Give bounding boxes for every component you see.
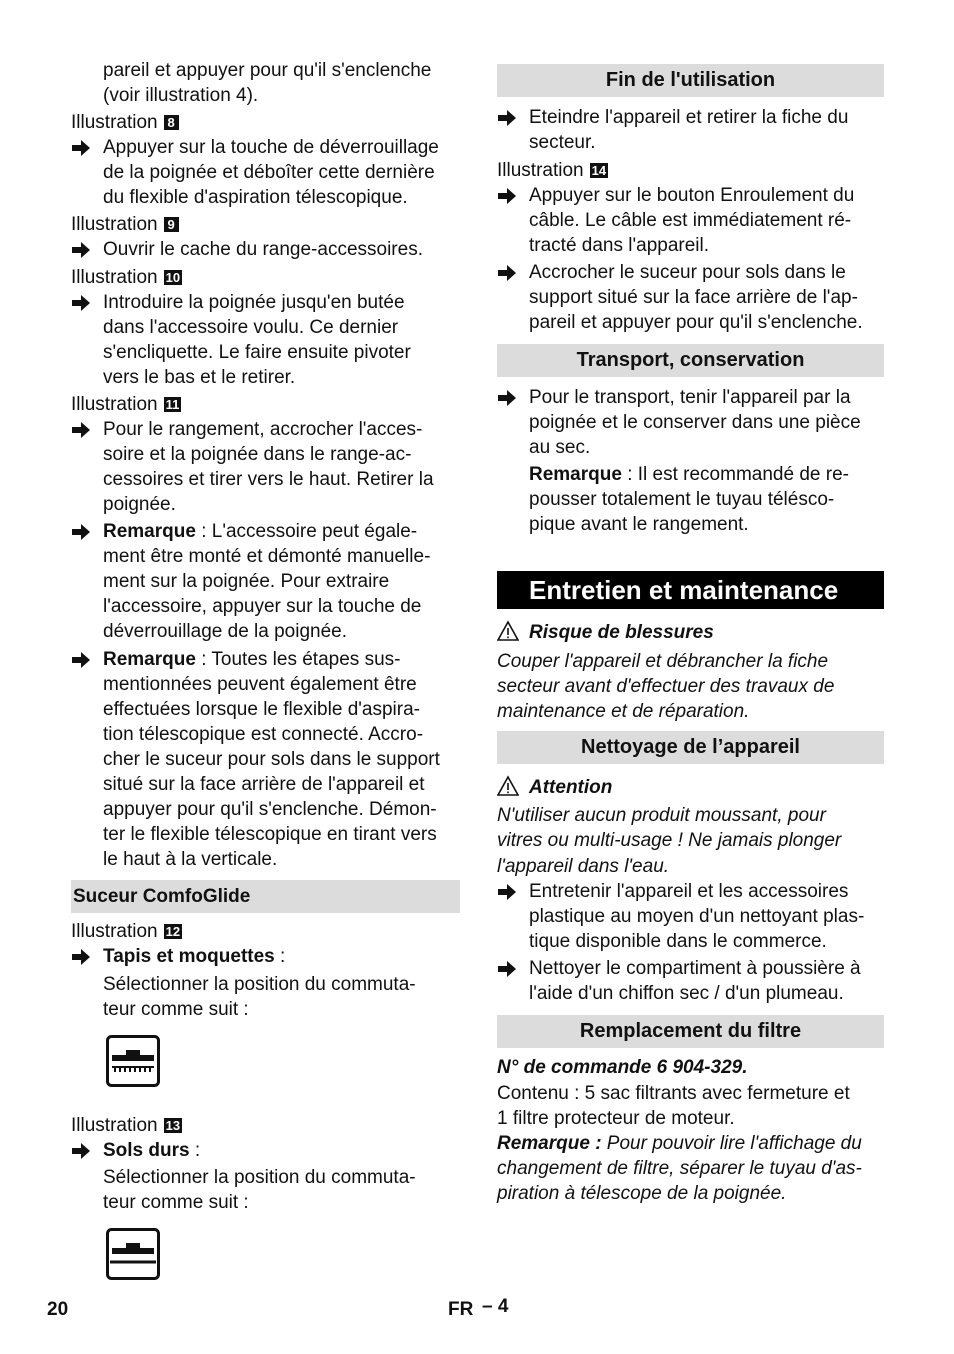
- text-line: maintenance et de réparation.: [497, 701, 750, 722]
- text-line: Appuyer sur le bouton Enroulement du: [529, 185, 855, 206]
- text-line: Sélectionner la position du commuta-: [103, 1167, 416, 1188]
- text-line: mentionnées peuvent également être: [103, 674, 417, 695]
- text-line: tique disponible dans le commerce.: [529, 931, 827, 952]
- text-line: Remarque : Toutes les étapes sus-: [103, 649, 401, 670]
- text-line: 1 filtre protecteur de moteur.: [497, 1108, 735, 1129]
- text-line: poignée.: [103, 494, 176, 515]
- arrow-icon: [71, 519, 91, 544]
- illustration-ref-11: Illustration 11: [71, 394, 180, 415]
- hard-floor-mode-icon: [106, 1228, 160, 1286]
- order-number: N° de commande 6 904-329.: [497, 1057, 748, 1078]
- illustration-number: 9: [164, 217, 179, 232]
- text-line: N'utiliser aucun produit moussant, pour: [497, 805, 826, 826]
- illustration-ref-10: Illustration 10: [71, 267, 181, 288]
- text-line: pousser totalement le tuyau télésco-: [529, 489, 835, 510]
- text-line: situé sur la face arrière de l'appareil et: [103, 774, 425, 795]
- text-line: vitres ou multi-usage ! Ne jamais plonger: [497, 830, 842, 851]
- text-line: (voir illustration 4).: [103, 85, 259, 106]
- text-line: Introduire la poignée jusqu'en butée: [103, 292, 405, 313]
- section-heading-suceur: Suceur ComfoGlide: [71, 880, 460, 913]
- warning-triangle-icon: [497, 775, 519, 797]
- arrow-icon: [497, 105, 517, 130]
- chapter-title: Entretien et maintenance: [497, 571, 884, 609]
- text-line: s'encliquette. Le faire ensuite pivoter: [103, 342, 411, 363]
- text-line: piration à télescope de la poignée.: [497, 1183, 787, 1204]
- text-line: appuyer pour qu'il s'enclenche. Démon-: [103, 799, 437, 820]
- text-line: Tapis et moquettes :: [103, 946, 286, 967]
- arrow-icon: [71, 237, 91, 262]
- text-line: de la poignée et déboîter cette dernière: [103, 162, 435, 183]
- text-line: ment sur la poignée. Pour extraire: [103, 571, 390, 592]
- arrow-icon: [497, 879, 517, 904]
- illustration-ref-9: Illustration 9: [71, 212, 179, 237]
- carpet-mode-icon: [106, 1035, 160, 1093]
- text-line: le haut à la verticale.: [103, 849, 278, 870]
- arrow-icon: [71, 290, 91, 315]
- arrow-icon: [71, 417, 91, 442]
- section-heading-filtre: Remplacement du filtre: [497, 1015, 884, 1048]
- text-line: l'aide d'un chiffon sec / d'un plumeau.: [529, 983, 844, 1004]
- text-line: Remarque : Pour pouvoir lire l'affichage du: [497, 1133, 862, 1154]
- text-line: cessoires et tirer vers le haut. Retirer la: [103, 469, 434, 490]
- illustration-number: 8: [164, 115, 179, 130]
- text-line: Entretenir l'appareil et les accessoires: [529, 881, 849, 902]
- text-line: Remarque : L'accessoire peut égale-: [103, 521, 418, 542]
- arrow-icon: [71, 944, 91, 969]
- illustration-number: 10: [165, 270, 181, 285]
- text-line: Accrocher le suceur pour sols dans le: [529, 262, 846, 283]
- text-line: Sols durs :: [103, 1140, 201, 1161]
- text-line: l'accessoire, appuyer sur la touche de: [103, 596, 422, 617]
- arrow-icon: [71, 1138, 91, 1163]
- section-heading-nettoyage: Nettoyage de l’appareil: [497, 731, 884, 764]
- text-line: Eteindre l'appareil et retirer la fiche du: [529, 107, 849, 128]
- warning-title: Attention: [529, 777, 613, 798]
- arrow-icon: [71, 647, 91, 672]
- text-line: pique avant le rangement.: [529, 514, 749, 535]
- text-line: changement de filtre, séparer le tuyau d'as-: [497, 1158, 862, 1179]
- warning-triangle-icon: [497, 620, 519, 642]
- text-line: Ouvrir le cache du range-accessoires.: [103, 239, 423, 260]
- arrow-icon: [497, 385, 517, 410]
- text-line: ment être monté et démonté manuelle-: [103, 546, 431, 567]
- text-line: secteur avant d'effectuer des travaux de: [497, 676, 835, 697]
- illustration-ref-13: Illustration 13: [71, 1115, 181, 1136]
- text-line: effectuées lorsque le flexible d'aspira-: [103, 699, 420, 720]
- section-heading-transport: Transport, conservation: [497, 344, 884, 377]
- text-line: tracté dans l'appareil.: [529, 235, 710, 256]
- illustration-number: 11: [165, 397, 180, 412]
- text-line: dans l'accessoire voulu. Ce dernier: [103, 317, 399, 338]
- illustration-number: 14: [591, 163, 607, 178]
- text-line: tion télescopique est connecté. Accro-: [103, 724, 424, 745]
- illustration-ref-8: Illustration 8: [71, 110, 179, 135]
- illustration-ref-12: Illustration 12: [71, 921, 181, 942]
- text-line: Appuyer sur la touche de déverrouillage: [103, 137, 439, 158]
- arrow-icon: [71, 135, 91, 160]
- text-line: Nettoyer le compartiment à poussière à: [529, 958, 861, 979]
- text-line: Contenu : 5 sac filtrants avec fermeture et: [497, 1083, 850, 1104]
- text-line: cher le suceur pour sols dans le support: [103, 749, 440, 770]
- text-line: au sec.: [529, 437, 591, 458]
- text-line: secteur.: [529, 132, 596, 153]
- text-line: l'appareil dans l'eau.: [497, 856, 670, 877]
- arrow-icon: [497, 260, 517, 285]
- section-heading-fin: Fin de l'utilisation: [497, 64, 884, 97]
- text-line: Sélectionner la position du commuta-: [103, 974, 416, 995]
- text-line: teur comme suit :: [103, 999, 249, 1020]
- text-line: Pour le rangement, accrocher l'acces-: [103, 419, 423, 440]
- text-line: Remarque : Il est recommandé de re-: [529, 464, 849, 485]
- text-line: du flexible d'aspiration télescopique.: [103, 187, 408, 208]
- page-number: 20: [47, 1299, 69, 1320]
- arrow-icon: [497, 956, 517, 981]
- illustration-number: 13: [165, 1118, 181, 1133]
- text-line: câble. Le câble est immédiatement ré-: [529, 210, 852, 231]
- text-line: soire et la poignée dans le range-ac-: [103, 444, 412, 465]
- text-line: pareil et appuyer pour qu'il s'enclenche: [103, 60, 432, 81]
- text-line: vers le bas et le retirer.: [103, 367, 296, 388]
- language-code: FR: [448, 1299, 474, 1320]
- text-line: ter le flexible télescopique en tirant vers: [103, 824, 437, 845]
- text-line: Couper l'appareil et débrancher la fiche: [497, 651, 829, 672]
- page-sub-number: – 4: [482, 1296, 509, 1317]
- text-line: poignée et le conserver dans une pièce: [529, 412, 861, 433]
- text-line: Pour le transport, tenir l'appareil par la: [529, 387, 851, 408]
- text-line: plastique au moyen d'un nettoyant plas-: [529, 906, 865, 927]
- arrow-icon: [497, 183, 517, 208]
- illustration-number: 12: [165, 924, 181, 939]
- illustration-ref-14: Illustration 14: [497, 160, 607, 181]
- text-line: support situé sur la face arrière de l'ap-: [529, 287, 858, 308]
- text-line: pareil et appuyer pour qu'il s'enclenche.: [529, 312, 863, 333]
- warning-title: Risque de blessures: [529, 622, 714, 643]
- text-line: déverrouillage de la poignée.: [103, 621, 348, 642]
- text-line: teur comme suit :: [103, 1192, 249, 1213]
